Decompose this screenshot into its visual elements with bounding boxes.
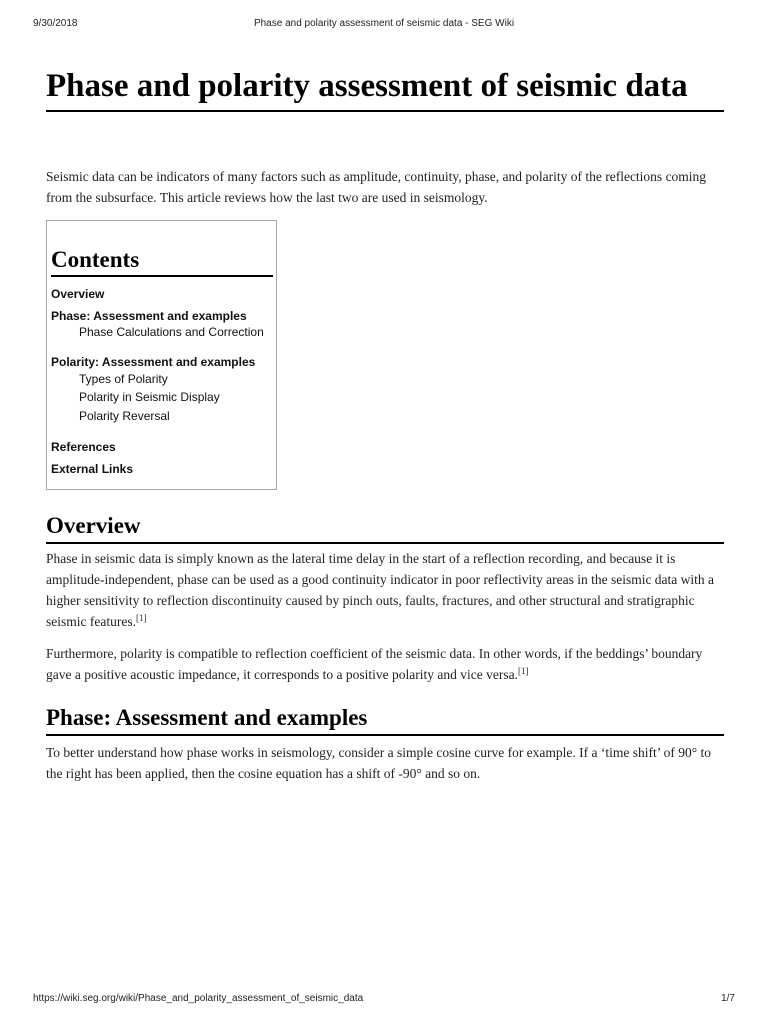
- print-page-number: 1/7: [721, 993, 735, 1004]
- toc-link-references[interactable]: References: [51, 440, 116, 454]
- toc-link-phase-calculations[interactable]: Phase Calculations and Correction: [79, 325, 264, 339]
- print-date: 9/30/2018: [33, 18, 78, 29]
- citation-link[interactable]: [1]: [135, 613, 147, 623]
- print-tab-title: Phase and polarity assessment of seismic data - SEG Wiki: [253, 18, 515, 29]
- print-footer: [33, 993, 735, 1007]
- section-heading-phase: Phase: Assessment and examples: [46, 705, 724, 736]
- print-header: [33, 18, 735, 32]
- intro-paragraph: Seismic data can be indicators of many factors such as amplitude, continuity, phase, and polarity of the reflections coming from the subsurface. This article reviews how the last two are used in seismology.: [46, 169, 707, 205]
- toc-link-external-links[interactable]: External Links: [51, 462, 134, 476]
- print-url: https://wiki.seg.org/wiki/Phase_and_polarity_assessment_of_seismic_data: [33, 993, 364, 1004]
- page-title: Phase and polarity assessment of seismic data: [46, 68, 724, 112]
- toc-link-polarity[interactable]: Polarity: Assessment and examples: [51, 355, 256, 369]
- phase-paragraph-1: To better understand how phase works in seismology, consider a simple cosine curve for example. If a ‘time shift’ of 90° to the right has been applied, then the cosine equation has a shift of -90° and so on.: [46, 745, 712, 781]
- toc-link-polarity-reversal[interactable]: Polarity Reversal: [79, 409, 170, 423]
- toc-link-types-of-polarity[interactable]: Types of Polarity: [79, 372, 168, 386]
- toc-link-phase[interactable]: Phase: Assessment and examples: [51, 309, 247, 323]
- overview-paragraph-1-text: Phase in seismic data is simply known as the lateral time delay in the start of a reflection recording, and because it is amplitude-independent, phase can be used as a good continuity indicator in poor reflectivity areas in the seismic data with a higher sensitivity to reflection discontinuity caused by pinch outs, faults, fractures, and other structural and stratigraphic seismic features.: [46, 551, 715, 629]
- toc-link-polarity-display[interactable]: Polarity in Seismic Display: [79, 390, 220, 404]
- toc-link-overview[interactable]: Overview: [51, 287, 105, 301]
- overview-paragraph-2: [46, 643, 724, 685]
- citation-link[interactable]: [1]: [517, 666, 529, 676]
- section-heading-overview: Overview: [46, 513, 724, 544]
- toc-title: Contents: [51, 247, 273, 277]
- overview-paragraph-1: [46, 548, 724, 632]
- overview-paragraph-2-text: Furthermore, polarity is compatible to reflection coefficient of the seismic data. In other words, if the beddings’ boundary gave a positive acoustic impedance, it corresponds to a positive polarity and vice versa.: [46, 646, 703, 682]
- table-of-contents: [46, 220, 277, 490]
